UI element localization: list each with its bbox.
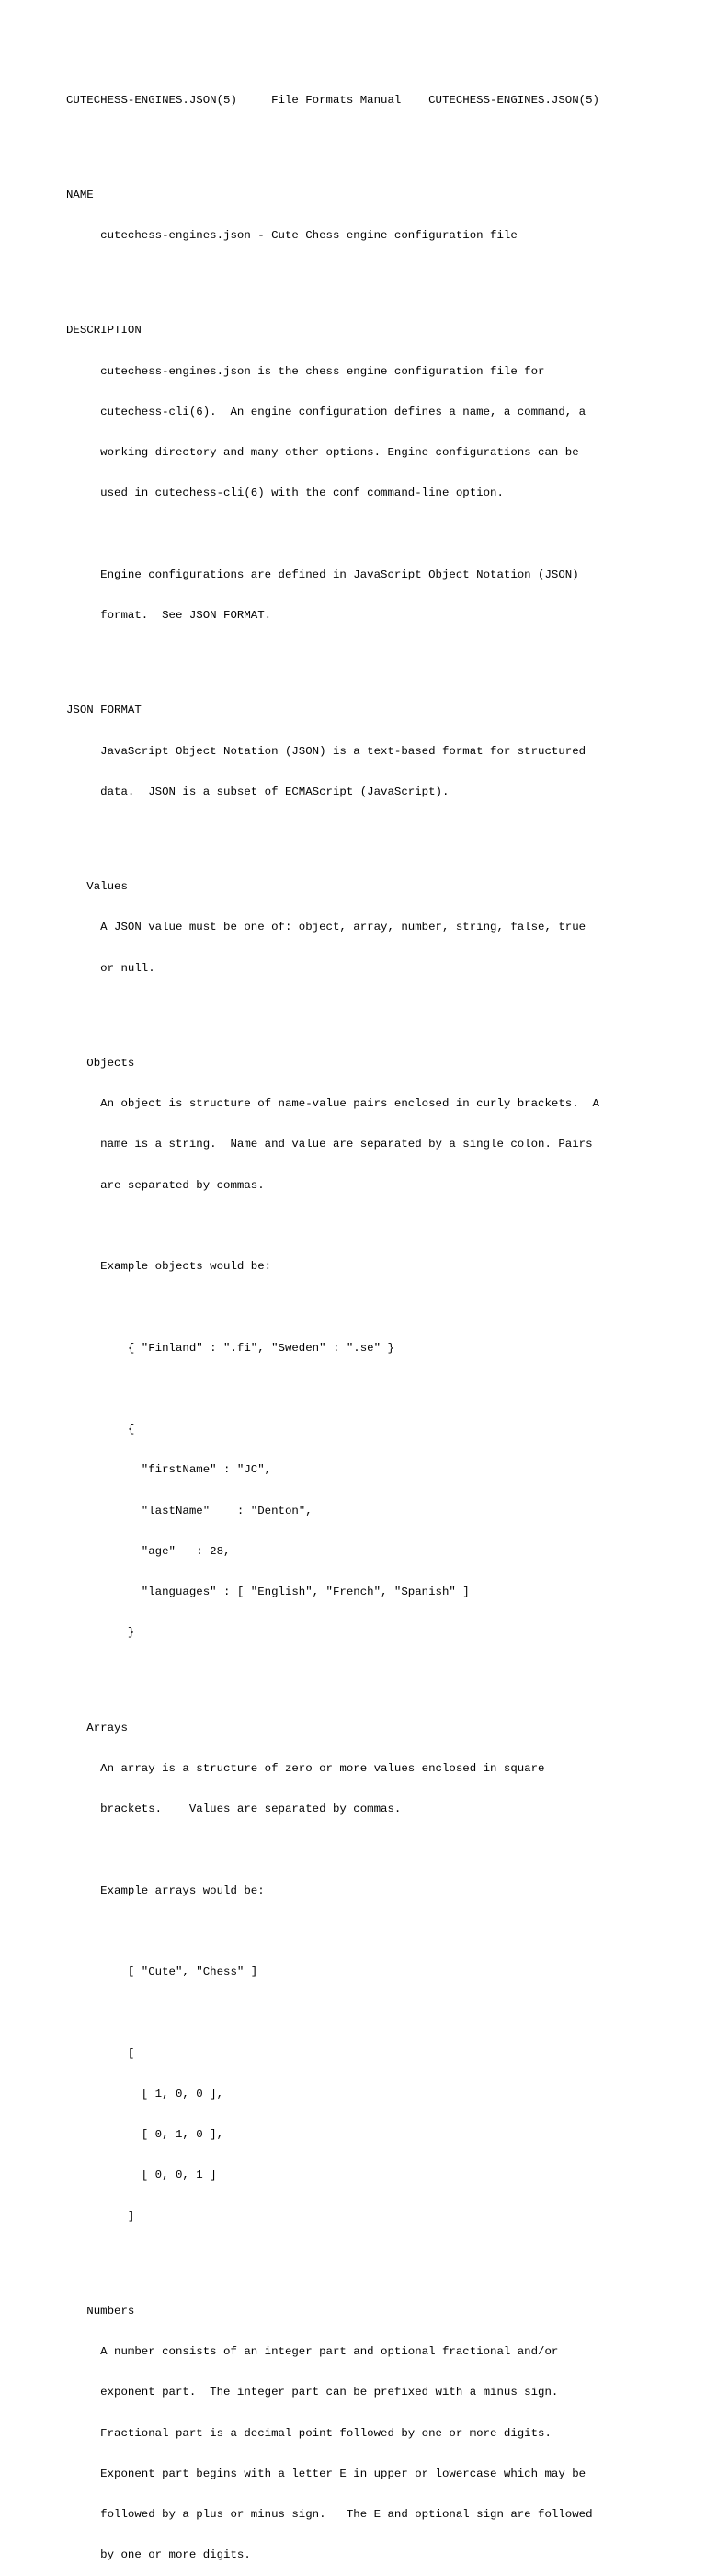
objects-text-line: are separated by commas. — [66, 1178, 265, 1192]
description-text-line: format. See JSON FORMAT. — [66, 609, 272, 622]
arrays-example-code-line: [ 0, 0, 1 ] — [66, 2169, 217, 2182]
description-text-line: working directory and many other options. Engine configurations can be — [66, 446, 579, 459]
name-text-line: cutechess-engines.json - Cute Chess engine configuration file — [66, 229, 518, 242]
objects-example-code-line: { "Finland" : ".fi", "Sweden" : ".se" } — [66, 1341, 394, 1355]
numbers-text-line: Exponent part begins with a letter E in upper or lowercase which may be — [66, 2467, 586, 2480]
arrays-example-code-line: [ 1, 0, 0 ], — [66, 2087, 224, 2101]
objects-example-code-line: "age" : 28, — [66, 1544, 231, 1558]
blank-line — [66, 1925, 655, 1939]
json-format-text-line: JavaScript Object Notation (JSON) is a text-based format for structured — [66, 744, 586, 758]
values-text-line: or null. — [66, 961, 155, 975]
values-text-line: A JSON value must be one of: object, array, number, string, false, true — [66, 921, 586, 934]
objects-text-line: An object is structure of name-value pairs enclosed in curly brackets. A — [66, 1097, 599, 1110]
arrays-example-code-line: ] — [66, 2209, 135, 2223]
section-heading-description: DESCRIPTION — [66, 324, 142, 338]
arrays-example-intro: Example arrays would be: — [66, 1883, 265, 1897]
blank-line — [66, 649, 655, 663]
blank-line — [66, 2006, 655, 2020]
blank-line — [66, 134, 655, 148]
arrays-example-code-line: [ 0, 1, 0 ], — [66, 2128, 224, 2141]
blank-line — [66, 269, 655, 283]
json-format-text-line: data. JSON is a subset of ECMAScript (JavaScript). — [66, 784, 450, 798]
numbers-text-line: Fractional part is a decimal point followed by one or more digits. — [66, 2426, 552, 2440]
numbers-text-line: A number consists of an integer part and optional fractional and/or — [66, 2345, 559, 2358]
blank-line — [66, 1219, 655, 1233]
blank-line — [66, 1300, 655, 1314]
blank-line — [66, 1382, 655, 1396]
man-page-header: CUTECHESS-ENGINES.JSON(5) File Formats Manual CUTECHESS-ENGINES.JSON(5) — [66, 93, 599, 107]
subsection-heading-objects: Objects — [66, 1056, 135, 1070]
subsection-heading-values: Values — [66, 880, 128, 893]
arrays-example-code-line: [ — [66, 2046, 135, 2060]
arrays-text-line: brackets. Values are separated by commas. — [66, 1803, 402, 1815]
objects-example-intro: Example objects would be: — [66, 1260, 272, 1273]
objects-example-code-line: "languages" : [ "English", "French", "Spanish" ] — [66, 1586, 470, 1598]
description-text-line: used in cutechess-cli(6) with the conf command-line option. — [66, 487, 504, 500]
subsection-heading-arrays: Arrays — [66, 1721, 128, 1735]
numbers-text-line: followed by a plus or minus sign. The E and optional sign are followed — [66, 2508, 593, 2521]
numbers-text-line: exponent part. The integer part can be prefixed with a minus sign. — [66, 2386, 559, 2399]
blank-line — [66, 1667, 655, 1681]
description-text-line: Engine configurations are defined in JavaScript Object Notation (JSON) — [66, 567, 579, 581]
description-text-line: cutechess-cli(6). An engine configuration defines a name, a command, a — [66, 405, 586, 418]
blank-line — [66, 1002, 655, 1016]
objects-text-line: name is a string. Name and value are separated by a single colon. Pairs — [66, 1138, 593, 1151]
section-heading-json-format: JSON FORMAT — [66, 704, 142, 717]
description-text-line: cutechess-engines.json is the chess engine configuration file for — [66, 364, 545, 378]
blank-line — [66, 528, 655, 542]
numbers-text-line: by one or more digits. — [66, 2548, 251, 2562]
objects-example-code-line: } — [66, 1626, 135, 1640]
blank-line — [66, 1843, 655, 1857]
objects-example-code-line: "lastName" : "Denton", — [66, 1504, 313, 1517]
section-heading-name: NAME — [66, 188, 94, 201]
subsection-heading-numbers: Numbers — [66, 2304, 135, 2318]
arrays-example-code-line: [ "Cute", "Chess" ] — [66, 1965, 258, 1978]
arrays-text-line: An array is a structure of zero or more values enclosed in square — [66, 1761, 545, 1775]
objects-example-code-line: { — [66, 1423, 135, 1436]
blank-line — [66, 826, 655, 840]
blank-line — [66, 2250, 655, 2264]
man-page — [66, 66, 655, 2576]
objects-example-code-line: "firstName" : "JC", — [66, 1463, 272, 1477]
